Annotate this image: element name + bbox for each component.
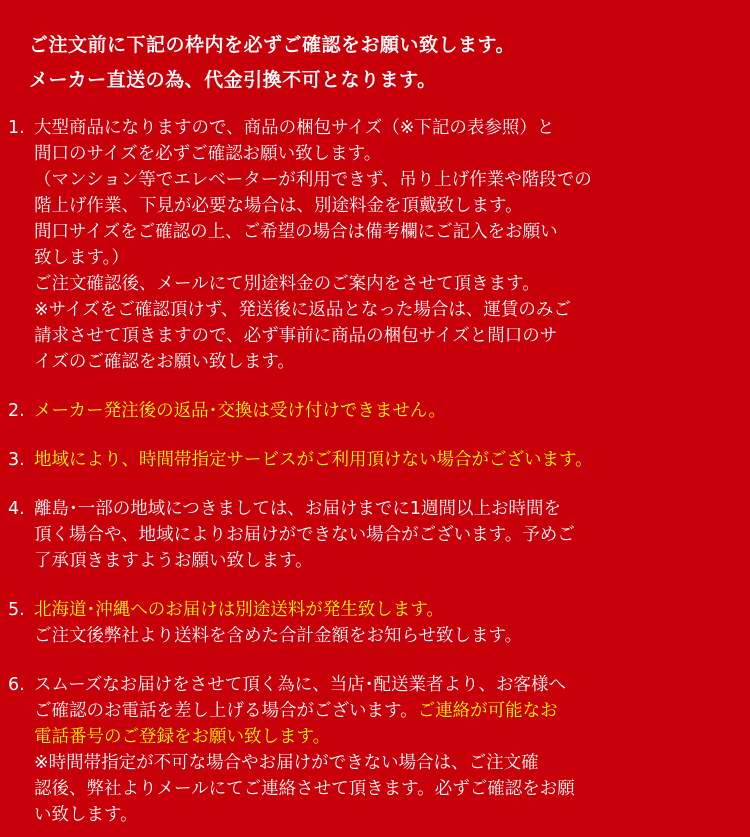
note-number: 6. [8, 675, 25, 695]
note-line: 大型商品になりますので、商品の梱包サイズ（※下記の表参照）と [34, 118, 555, 138]
note-line: 致します。） [34, 248, 129, 268]
note-line: 認後、弊社よりメールにてご連絡させて頂きます。必ずご確認をお願 [34, 779, 575, 799]
note-number: 2. [8, 401, 25, 421]
note-line: 請求させて頂きますので、必ず事前に商品の梱包サイズと間口のサ [34, 326, 558, 346]
note-text-highlight: ご連絡が可能なお [417, 701, 558, 721]
note-line: ※サイズをご確認頂けず、発送後に返品となった場合は、運賃のみご [34, 300, 571, 320]
note-line: 頂く場合や、地域によりお届けができない場合がございます。予めご [34, 525, 575, 545]
note-line: 地域により、時間帯指定サービスがご利用頂けない場合がございます。 [34, 450, 593, 470]
note-text: ご確認のお電話を差し上げる場合がございます。 [34, 701, 418, 721]
note-line: メーカー発注後の返品･交換は受け付けできません。 [34, 401, 446, 421]
note-3 [0, 447, 750, 473]
note-number: 1. [8, 118, 25, 138]
note-number: 3. [8, 450, 25, 470]
note-5 [0, 597, 750, 649]
note-number: 4. [8, 499, 25, 519]
note-line: 階上げ作業、下見が必要な場合は、別途料金を頂戴致します。 [34, 196, 523, 216]
note-line: 間口のサイズを必ずご確認お願い致します。 [34, 144, 382, 164]
note-number: 5. [8, 600, 25, 620]
note-line: ご注文後弊社より送料を含めた合計金額をお知らせ致します。 [34, 626, 523, 646]
note-line: ご注文確認後、メールにて別途料金のご案内をさせて頂きます。 [34, 274, 540, 294]
note-2 [0, 398, 750, 424]
note-line [34, 698, 750, 724]
note-line: 北海道･沖縄へのお届けは別途送料が発生致します。 [34, 600, 444, 620]
note-6 [0, 672, 750, 828]
notice-header [0, 0, 750, 98]
header-line-2: メーカー直送の為、代金引換不可となります。 [29, 69, 437, 91]
note-line: い致します。 [34, 805, 138, 825]
notes-list [0, 115, 750, 828]
note-line: （マンション等でエレベーターが利用できず、吊り上げ作業や階段での [34, 170, 592, 190]
note-line: イズのご確認をお願い致します。 [34, 352, 295, 372]
note-4 [0, 496, 750, 574]
note-line: 電話番号のご登録をお願い致します。 [34, 727, 331, 747]
note-line: 離島･一部の地域につきましては、お届けまでに1週間以上お時間を [34, 499, 562, 519]
note-line: 了承頂きますようお願い致します。 [34, 551, 313, 571]
note-line: ※時間帯指定が不可な場合やお届けができない場合は、ご注文確 [34, 753, 539, 773]
note-line: スムーズなお届けをさせて頂く為に、当店･配送業者より、お客様へ [34, 675, 566, 695]
note-1 [0, 115, 750, 375]
note-line: 間口サイズをご確認の上、ご希望の場合は備考欄にご記入をお願い [34, 222, 558, 242]
header-line-1: ご注文前に下記の枠内を必ずご確認をお願い致します。 [29, 34, 515, 56]
